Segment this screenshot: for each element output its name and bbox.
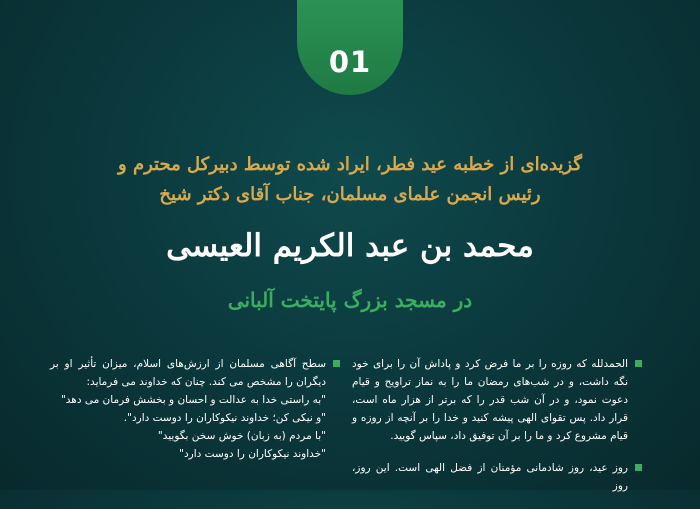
square-bullet-icon — [333, 360, 340, 367]
quote-line: "خداوند نیکوکاران را دوست دارد" — [179, 448, 326, 460]
square-bullet-icon — [635, 360, 642, 367]
intro-heading — [60, 150, 640, 210]
intro-line-1: گزیده‌ای از خطبه عید فطر، ایراد شده توسط دبیرکل محترم و — [118, 154, 582, 175]
intro-line-2: رئیس انجمن علمای مسلمان، جناب آقای دکتر شیخ — [159, 184, 541, 205]
paragraph-text: روز عید، روز شادمانی مؤمنان از فضل الهی است. این روز، روز — [352, 462, 628, 492]
speaker-name: محمد بن عبد الکریم العیسی — [166, 228, 534, 264]
square-bullet-icon — [635, 464, 642, 471]
text-column-left — [50, 355, 340, 477]
paragraph — [352, 355, 642, 445]
text-column-right — [352, 355, 642, 509]
paragraph-text: الحمدلله که روزه را بر ما فرض کرد و پاداش آن را برای خود نگه داشت، و در شب‌های رمضان ما را به نماز تراویح و قیام دعوت نمود، و در آن شب قدر را که برتر از هزار ماه است، قرار داد. پس تقوای الهی پیشه کنید و خدا را بر آنچه از روزه و قیام مشروع کرد و ما را بر آن توفیق داد، سپاس گویید. — [352, 358, 628, 442]
quote-line: "به راستی خدا به عدالت و احسان و بخشش فرمان می دهد" — [60, 394, 326, 406]
paragraph — [50, 355, 340, 463]
location-subtitle: در مسجد بزرگ پایتخت آلبانی — [227, 288, 473, 312]
quote-line: "و نیکی کن؛ خداوند نیکوکاران را دوست دارد". — [123, 412, 326, 424]
section-number-badge — [297, 0, 403, 95]
paragraph-text: سطح آگاهی مسلمان از ارزش‌های اسلام، میزان تأثیر او بر دیگران را مشخص می کند. چنان که خداوند می فرماید: — [50, 358, 326, 388]
quote-line: "با مردم (به زبان) خوش سخن بگویید" — [157, 430, 326, 442]
section-number: 01 — [328, 45, 372, 79]
